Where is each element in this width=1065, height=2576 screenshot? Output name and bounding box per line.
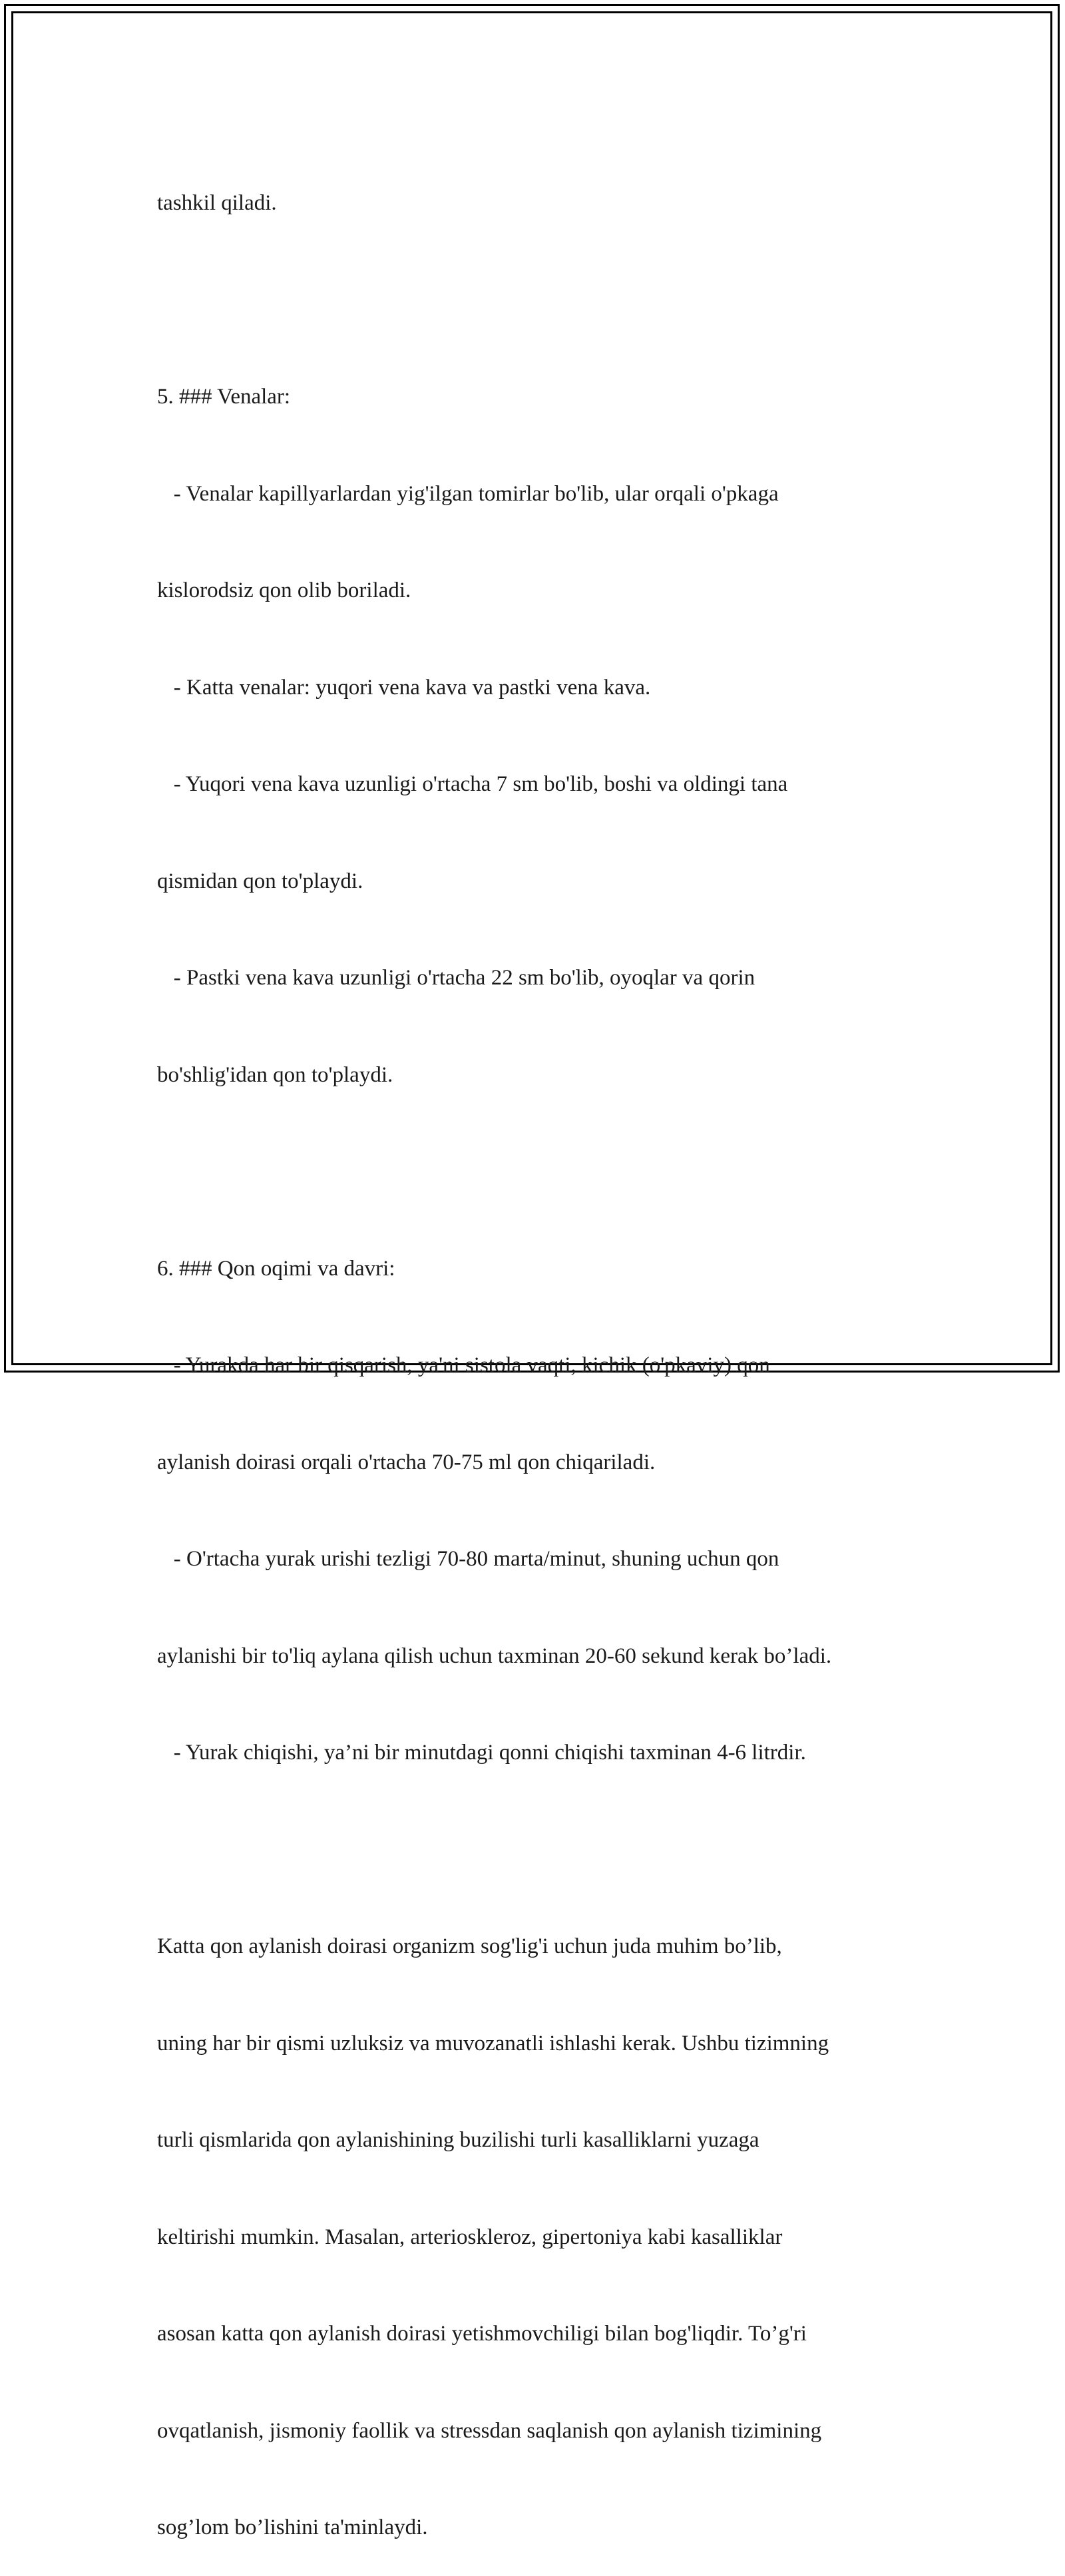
text-line: - Pastki vena kava uzunligi o'rtacha 22 sm bo'lib, oyoqlar va qorin xyxy=(157,966,755,990)
text-line: asosan katta qon aylanish doirasi yetishmovchiligi bilan bog'liqdir. To’g'ri xyxy=(157,2322,807,2346)
blank-line xyxy=(157,1156,929,1188)
text-line: - Yuqori vena kava uzunligi o'rtacha 7 sm bo'lib, boshi va oldingi tana xyxy=(157,772,788,796)
text-line: qismidan qon to'playdi. xyxy=(157,869,363,893)
blank-line xyxy=(157,1834,929,1866)
text-line: ovqatlanish, jismoniy faollik va stressdan saqlanish qon aylanish tizimining xyxy=(157,2418,822,2443)
text-line: Katta qon aylanish doirasi organizm sog'lig'i uchun juda muhim bo’lib, xyxy=(157,1934,782,1958)
text-line: - Yurak chiqishi, ya’ni bir minutdagi qonni chiqishi taxminan 4-6 litrdir. xyxy=(157,1741,806,1765)
text-line: sog’lom bo’lishini ta'minlaydi. xyxy=(157,2515,428,2539)
text-line: - O'rtacha yurak urishi tezligi 70-80 marta/minut, shuning uchun qon xyxy=(157,1547,779,1571)
text-line: bo'shlig'idan qon to'playdi. xyxy=(157,1062,393,1087)
blank-line xyxy=(157,284,929,317)
text-line: uning har bir qismi uzluksiz va muvozanatli ishlashi kerak. Ushbu tizimning xyxy=(157,2031,829,2055)
section-heading: 5. ### Venalar: xyxy=(157,385,291,409)
text-line: - Yurakda har bir qisqarish, ya'ni sistola vaqti, kichik (o'pkaviy) qon xyxy=(157,1353,770,1377)
document-body xyxy=(157,122,929,2576)
text-line: - Venalar kapillyarlardan yig'ilgan tomirlar bo'lib, ular orqali o'pkaga xyxy=(157,481,779,506)
text-line: keltirishi mumkin. Masalan, arterioskleroz, gipertoniya kabi kasalliklar xyxy=(157,2225,783,2249)
text-line: aylanishi bir to'liq aylana qilish uchun taxminan 20-60 sekund kerak bo’ladi. xyxy=(157,1643,832,1668)
text-line: aylanish doirasi orqali o'rtacha 70-75 ml qon chiqariladi. xyxy=(157,1450,656,1474)
text-line: tashkil qiladi. xyxy=(157,191,277,215)
text-line: turli qismlarida qon aylanishining buzilishi turli kasalliklarni yuzaga xyxy=(157,2128,759,2152)
text-line: - Katta venalar: yuqori vena kava va pastki vena kava. xyxy=(157,675,651,700)
text-line: kislorodsiz qon olib boriladi. xyxy=(157,578,411,602)
section-heading: 6. ### Qon oqimi va davri: xyxy=(157,1256,395,1281)
